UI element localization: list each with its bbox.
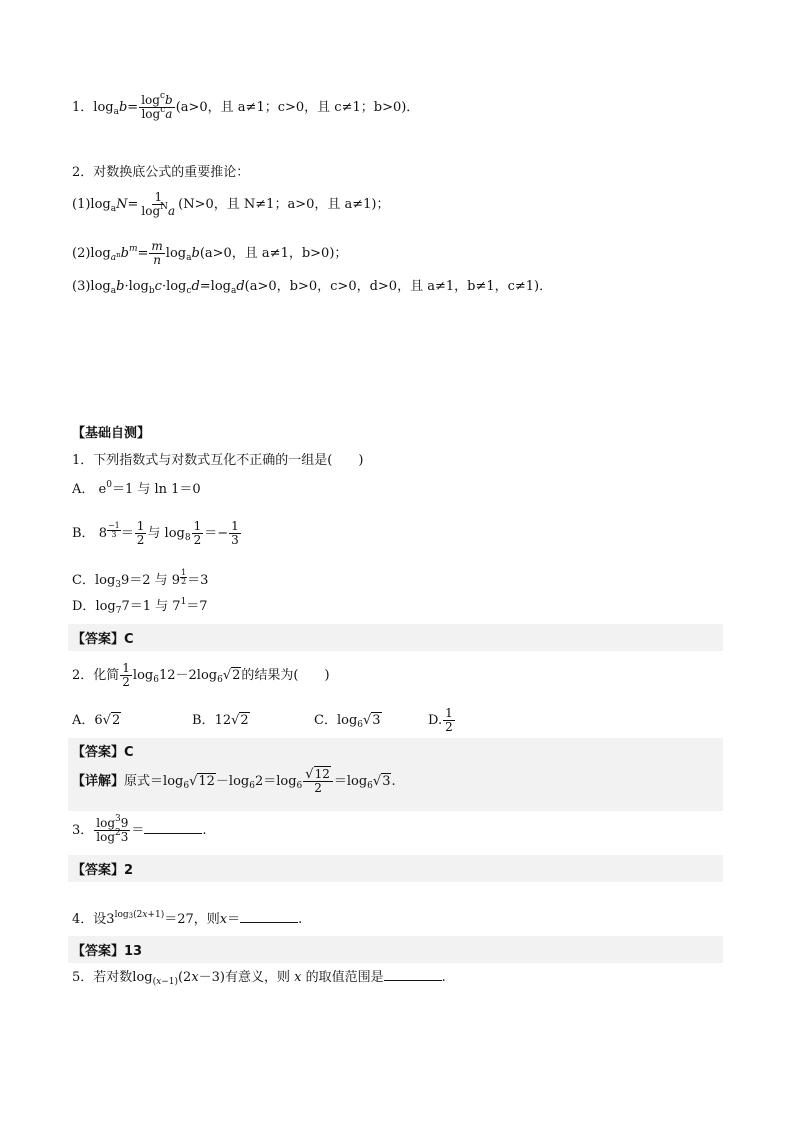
question-5-stem: 5．若对数$\log_{(x-1)}(2x-3)$有意义，则 x 的取值范围是 . [72, 970, 446, 987]
question-2-option-a: A．6√2 [72, 713, 121, 728]
question-3-stem: 3． $\frac{\log^39}{\log^23}$ ＝ . [72, 814, 207, 844]
question-3-answer: 【答案】2 [72, 863, 134, 878]
question-2-option-d: D. $\frac{1}{2}$ [428, 706, 453, 734]
question-2-detail: 【详解】原式$=\log_6√12-\log_62=\log_6$ $\frac{√12}{2}$ $=\log_6√3$. [72, 767, 396, 795]
question-4-blank[interactable] [240, 910, 298, 923]
corollary-1: $(1)\log_aN=$ $\frac{1}{\log^Na}$ (N>0，且 N≠1；a>0，且 a≠1)； [72, 190, 390, 218]
question-1-stem: 1．下列指数式与对数式互化不正确的一组是( ) [72, 453, 364, 468]
question-1-option-a: A． $e^0=1$ 与 ln 1＝0 [72, 480, 201, 497]
question-3-answer-box [68, 855, 723, 882]
question-2-option-c: C．$\log_6√3$ [314, 713, 381, 730]
question-5-blank[interactable] [384, 968, 442, 981]
question-1-option-c: C．$\log_39=2$ 与 9 $\frac{1}{2}$ ＝3 [72, 568, 209, 590]
corollary-3: $(3)\log_ab\cdot\log_bc\cdot\log_cd=\log_ad(a>0$，b>0，c>0，d>0，且 a≠1，b≠1，c≠1)． [72, 279, 553, 296]
question-4-stem: 4．设$3^{log_3(2x+1)}=27$，则x＝ . [72, 910, 303, 927]
question-1-option-b: B． 8 $\frac{-1}{3}$ ＝ $\frac{1}{2}$ 与 $\log_8$ $\frac{1}{2}$ ＝− $\frac{1}{3}$ [72, 519, 239, 547]
formula-1: 1．$\log_ab=$ $\frac{\log^cb}{\log^ca}$ (a>0，且 a≠1；c>0，且 c≠1；b>0)． [72, 91, 420, 121]
question-4-answer-box [68, 936, 723, 963]
formula-2-title: 2．对数换底公式的重要推论： [72, 165, 250, 180]
question-1-answer-box [68, 624, 723, 651]
corollary-2: $(2)\log_{a^n}b^m=$ $\frac{m}{n}$ $\log_ab(a>0$，且 a≠1，b>0)； [72, 239, 348, 267]
section-title: 【基础自测】 [72, 426, 151, 441]
question-2-option-b: B．12√2 [192, 713, 249, 728]
question-2-options [72, 707, 456, 734]
question-3-blank[interactable] [144, 821, 202, 834]
question-2-answer: 【答案】C [72, 745, 134, 760]
question-1-answer: 【答案】C [72, 632, 134, 647]
question-2-stem: 2．化简 $\frac{1}{2}$ $\log_612-2\log_6√2$的结果为( ) [72, 661, 330, 689]
question-1-option-d: D．$\log_77=1$ 与 $7^1=7$ [72, 597, 208, 616]
question-4-answer: 【答案】13 [72, 944, 143, 959]
question-2-answer-box [68, 738, 723, 811]
